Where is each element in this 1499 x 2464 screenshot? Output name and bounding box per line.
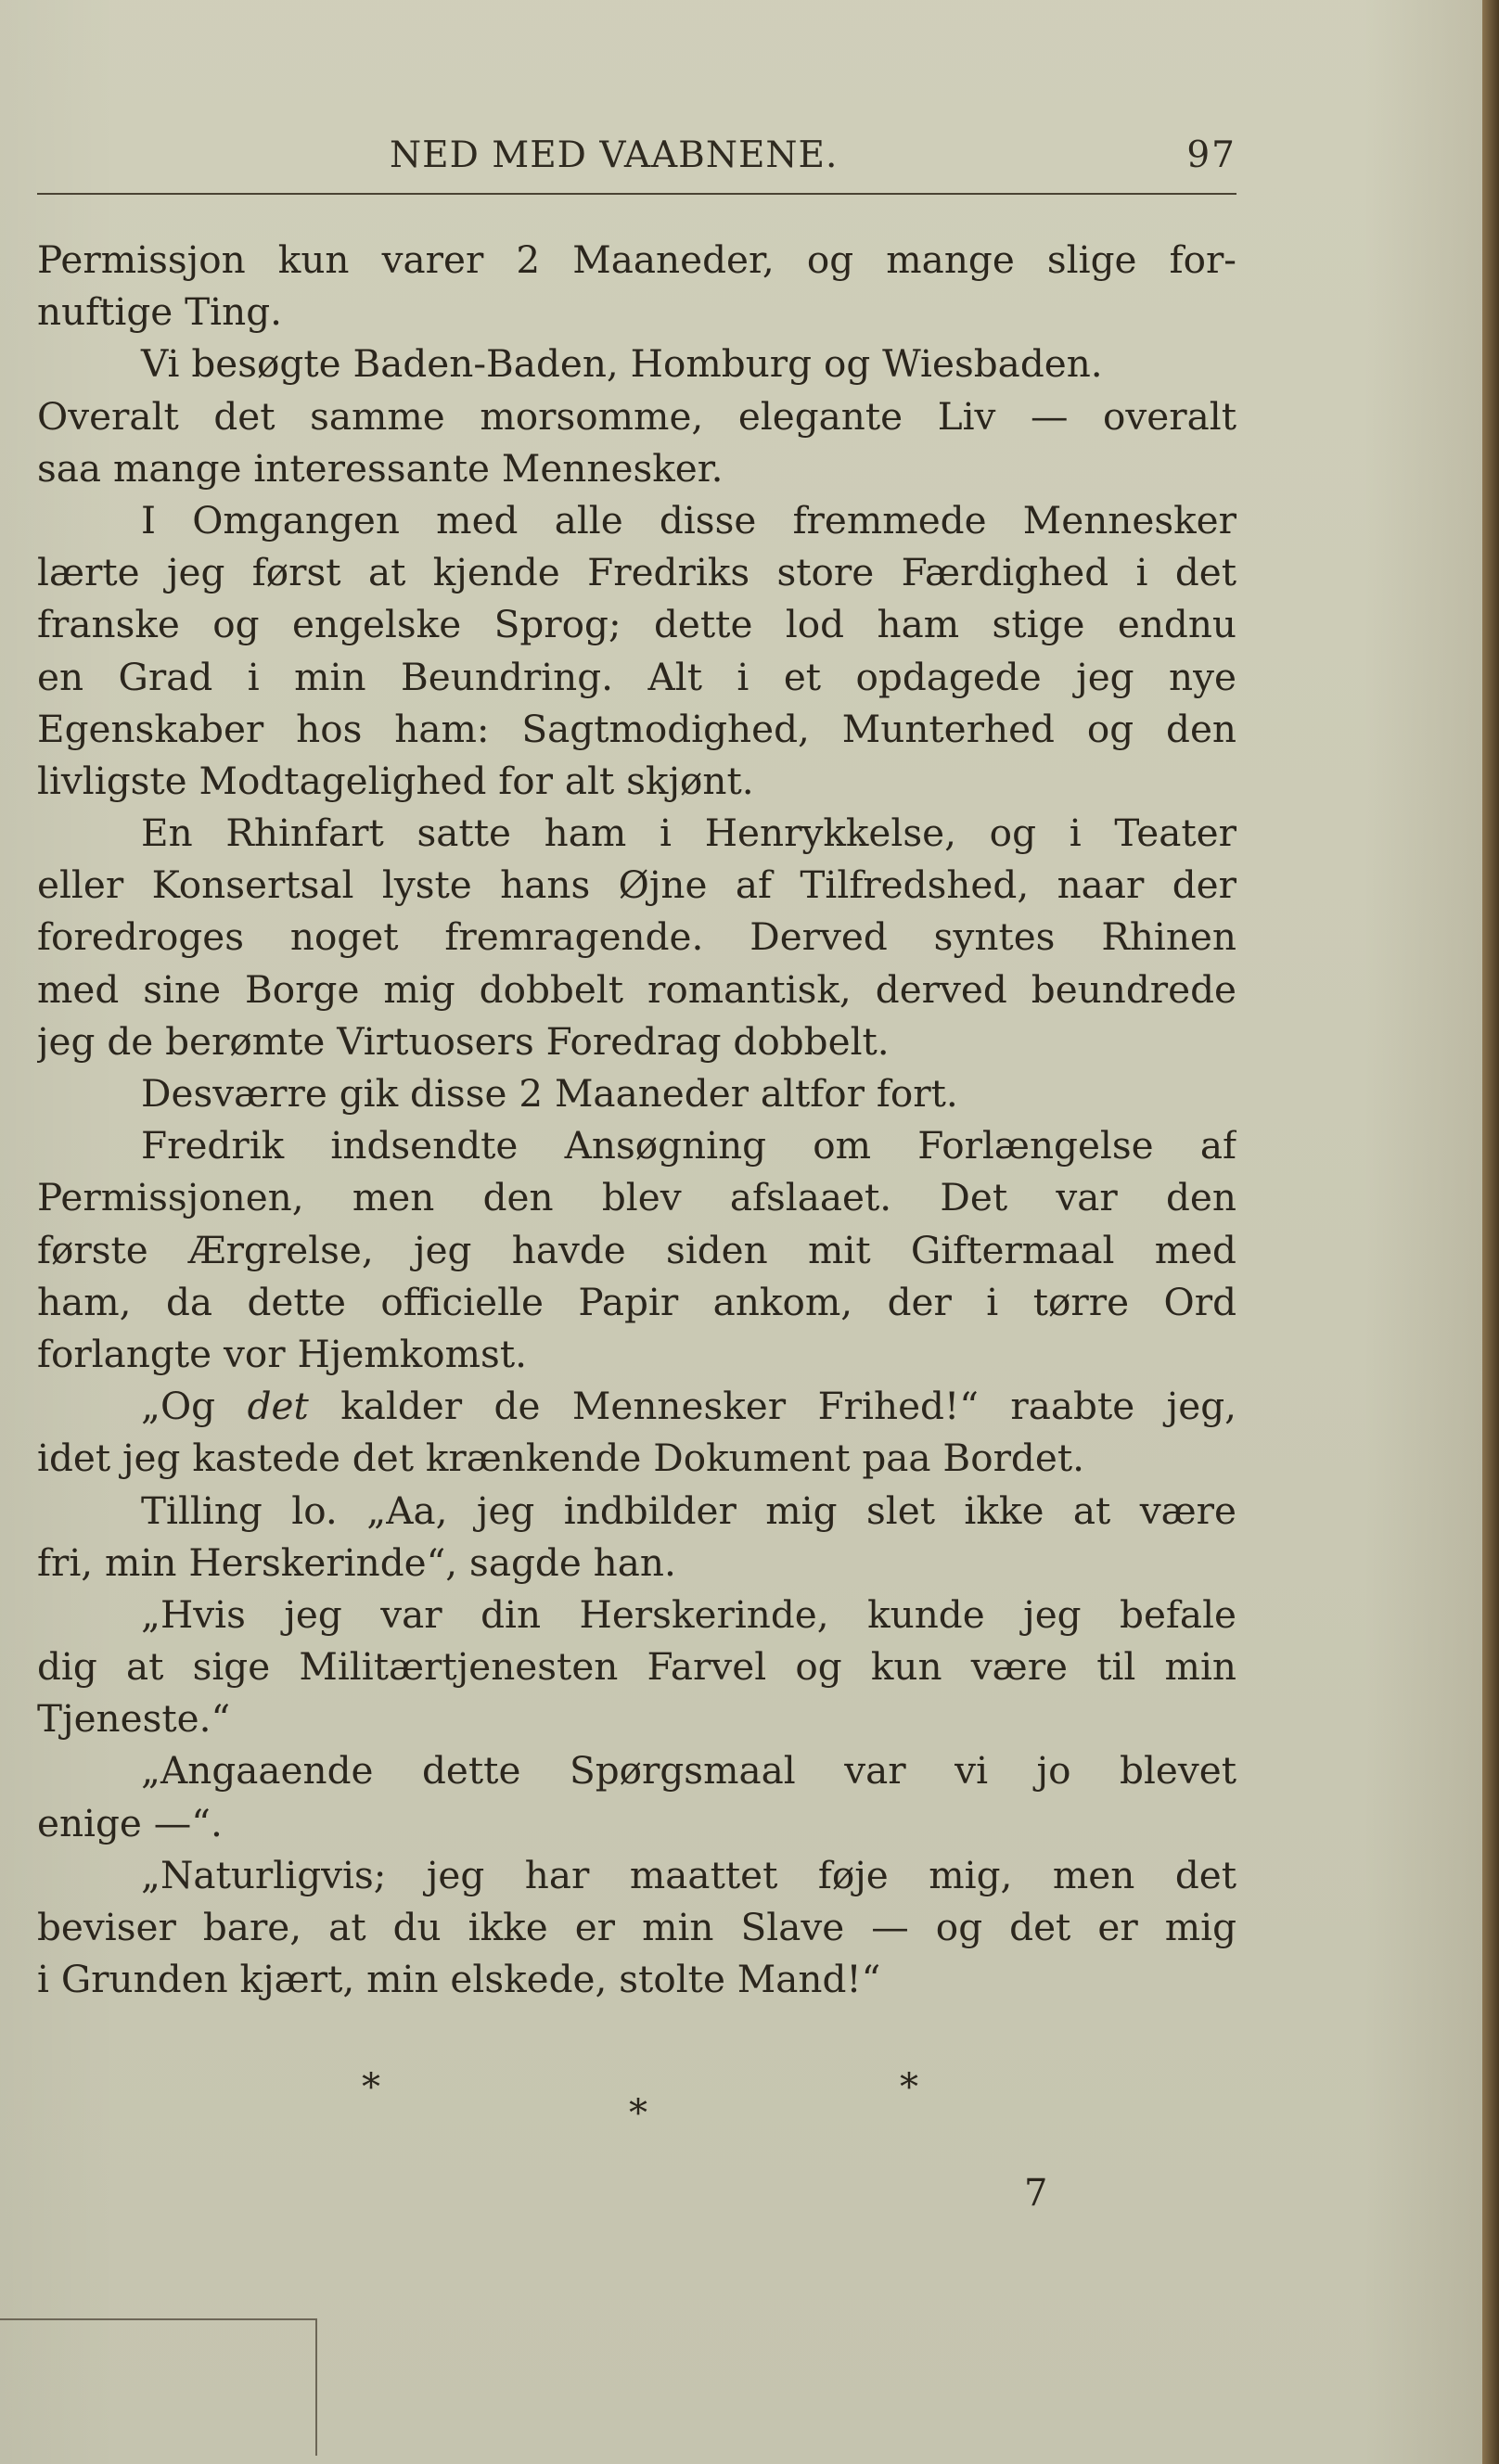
asterisk-right: *	[900, 2066, 918, 2109]
emphasis: det	[247, 1384, 309, 1429]
text-line: fri, min Herskerinde“, sagde han.	[37, 1539, 676, 1585]
text-line: nuftige Ting.	[37, 289, 283, 335]
text-line: dig at sige Militærtjenesten Farvel og kun være til min	[37, 1644, 1236, 1690]
text-line: franske og engelske Sprog; dette lod ham stige endnu	[37, 602, 1236, 647]
asterisk-center: *	[629, 2092, 647, 2135]
text-line: Desværre gik disse 2 Maaneder altfor fort.	[141, 1071, 958, 1116]
text-line: „Hvis jeg var din Herskerinde, kunde jeg befale	[141, 1591, 1236, 1637]
text-line: enige —“.	[37, 1800, 223, 1845]
signature-mark: 7	[1024, 2172, 1048, 2215]
text-line: Vi besøgte Baden-Baden, Homburg og Wiesbaden.	[141, 341, 1103, 387]
text-line: beviser bare, at du ikke er min Slave — og det er mig	[37, 1905, 1236, 1949]
section-break-asterism	[0, 2066, 1482, 2150]
text-line: forlangte vor Hjemkomst.	[37, 1331, 527, 1376]
running-title: NED MED VAABNENE.	[390, 134, 839, 176]
text-line: Fredrik indsendte Ansøgning om Forlængelse af	[141, 1123, 1236, 1168]
text-line: „Angaaende dette Spørgsmaal var vi jo blevet	[141, 1748, 1236, 1794]
text-line: Permissjon kun varer 2 Maaneder, og mange slige for-	[37, 237, 1236, 282]
library-stamp-frame	[0, 2318, 317, 2456]
text-line: ham, da dette officielle Papir ankom, der i tørre Ord	[37, 1279, 1236, 1324]
text-line: „Og det kalder de Mennesker Frihed!“ raabte jeg,	[141, 1384, 1236, 1429]
text-line: En Rhinfart satte ham i Henrykkelse, og i Teater	[141, 811, 1236, 856]
text-line: lærte jeg først at kjende Fredriks store Færdighed i det	[37, 550, 1236, 595]
asterisk-left: *	[362, 2066, 380, 2109]
book-spine	[1482, 0, 1499, 2464]
text-line: foredroges noget fremragende. Derved syntes Rhinen	[37, 914, 1236, 960]
text-line: i Grunden kjært, min elskede, stolte Mand!“	[37, 1957, 881, 2002]
body-text	[37, 234, 1236, 2005]
header-rule	[37, 193, 1236, 195]
text-line: med sine Borge mig dobbelt romantisk, derved beundrede	[37, 966, 1236, 1012]
text-line: jeg de berømte Virtuosers Foredrag dobbelt.	[37, 1018, 890, 1064]
text-line: første Ærgrelse, jeg havde siden mit Giftermaal med	[37, 1227, 1236, 1272]
text-line: saa mange interessante Mennesker.	[37, 445, 724, 491]
text-line: Permissjonen, men den blev afslaaet. Det var den	[37, 1175, 1236, 1220]
text-line: idet jeg kastede det krænkende Dokument paa Bordet.	[37, 1436, 1084, 1481]
text-line: eller Konsertsal lyste hans Øjne af Tilfredshed, naar der	[37, 862, 1236, 908]
text-line: Egenskaber hos ham: Sagtmodighed, Munterhed og den	[37, 706, 1236, 751]
text-line: livligste Modtagelighed for alt skjønt.	[37, 758, 754, 803]
text-line: Overalt det samme morsomme, elegante Liv — overalt	[37, 393, 1236, 439]
text-line: „Naturligvis; jeg har maattet føje mig, men det	[141, 1852, 1236, 1897]
page-number: 97	[1186, 134, 1236, 176]
text-line: en Grad i min Beundring. Alt i et opdagede jeg nye	[37, 654, 1236, 699]
text-line: I Omgangen med alle disse fremmede Mennesker	[141, 497, 1236, 543]
running-head	[37, 134, 1236, 181]
text-line: Tjeneste.“	[37, 1696, 231, 1742]
text-line: Tilling lo. „Aa, jeg indbilder mig slet ikke at være	[141, 1487, 1236, 1533]
